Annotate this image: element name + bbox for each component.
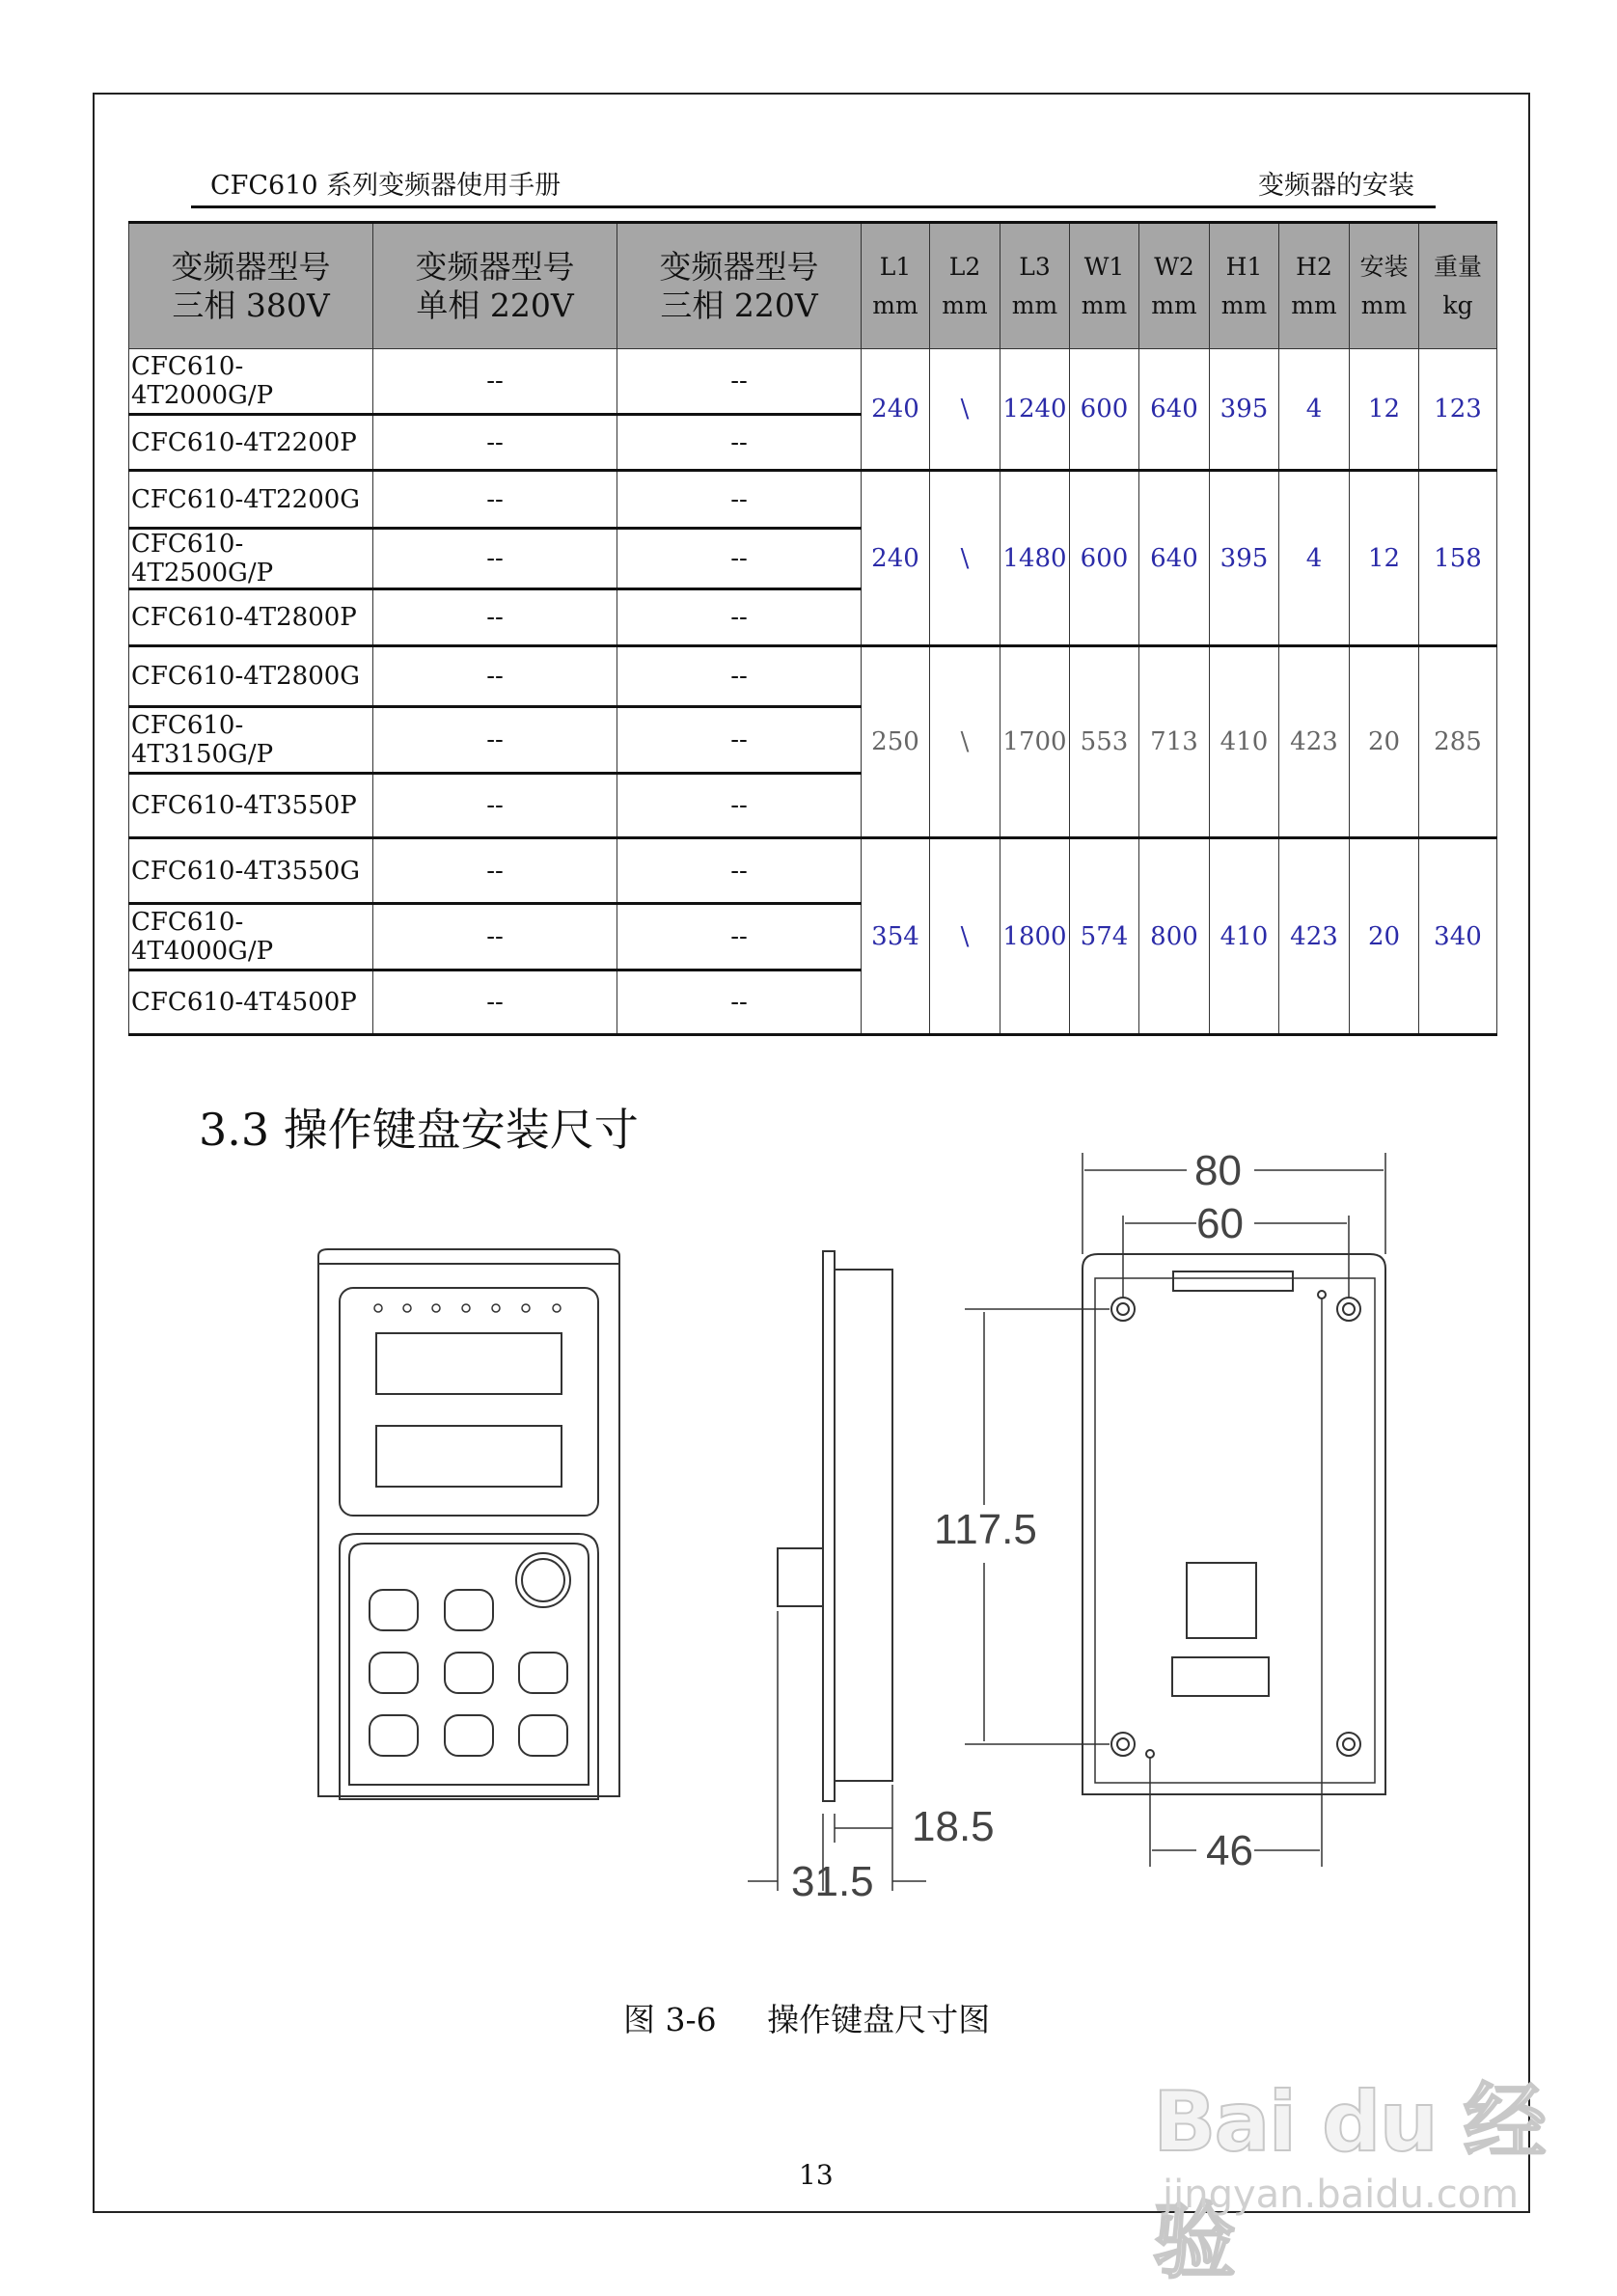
dimension-value: 20 [1350, 646, 1419, 838]
column-header-title: 安装 [1359, 252, 1409, 281]
model-380v: CFC610-4T4500P [129, 970, 373, 1035]
baidu-watermark [1153, 2055, 1617, 2294]
display-window-bottom [376, 1426, 562, 1487]
dimension-value: 354 [862, 838, 930, 1035]
dimension-value: \ [930, 349, 1000, 471]
dimension-value: 340 [1419, 838, 1497, 1035]
dimension-value: 423 [1279, 838, 1350, 1035]
model-380v: CFC610-4T2800G [129, 646, 373, 707]
column-header-title: 重量 [1433, 252, 1482, 281]
display-window-top [376, 1333, 562, 1394]
dimension-value: 12 [1350, 349, 1419, 471]
model-three-220v: -- [617, 838, 862, 904]
keypad-buttons [370, 1590, 567, 1756]
led-indicators [374, 1304, 561, 1312]
model-three-220v: -- [617, 774, 862, 838]
model-380v: CFC610-4T3150G/P [129, 707, 373, 774]
model-380v: CFC610-4T3550G [129, 838, 373, 904]
dimension-value: 600 [1070, 471, 1139, 646]
dimension-value: 395 [1210, 349, 1279, 471]
dimension-value: 574 [1070, 838, 1139, 1035]
column-header-unit: mm [942, 290, 988, 319]
dimension-value: 240 [862, 349, 930, 471]
column-header-title: W2 [1154, 252, 1194, 281]
column-header-unit: 单相 220V [416, 286, 574, 324]
potentiometer-knob [516, 1553, 570, 1607]
dim-depth-31-5: 31.5 [791, 1858, 874, 1905]
column-header-title: L3 [1019, 252, 1051, 281]
dimension-value: 410 [1210, 838, 1279, 1035]
model-three-220v: -- [617, 646, 862, 707]
dimension-value: 423 [1279, 646, 1350, 838]
dim-width-60: 60 [1196, 1200, 1244, 1247]
dimension-value: 600 [1070, 349, 1139, 471]
section-heading: 3.3 操作键盘安装尺寸 [199, 1104, 639, 1156]
column-header-unit: mm [1151, 290, 1197, 319]
watermark-url: jingyan.baidu.com [1163, 2173, 1520, 2217]
dimension-value: 410 [1210, 646, 1279, 838]
model-three-220v: -- [617, 529, 862, 589]
column-header-unit: mm [1081, 290, 1128, 319]
dim-height-117-5: 117.5 [934, 1506, 1037, 1553]
dimension-value: 800 [1139, 838, 1210, 1035]
column-header-title: H1 [1225, 252, 1263, 281]
dimension-value: 395 [1210, 471, 1279, 646]
dimension-value: 240 [862, 471, 930, 646]
model-single-220v: -- [373, 838, 617, 904]
dimension-value: 1800 [1000, 838, 1070, 1035]
model-single-220v: -- [373, 707, 617, 774]
dimension-value: \ [930, 838, 1000, 1035]
column-header-unit: mm [1220, 290, 1268, 319]
dim-width-46: 46 [1206, 1827, 1253, 1874]
watermark-logo: Bai du 经验 [1153, 2074, 1545, 2290]
dimension-value: 158 [1419, 471, 1497, 646]
column-header-title: 变频器型号 [171, 247, 331, 286]
column-header-title: H2 [1296, 252, 1332, 281]
column-header-unit: mm [872, 290, 918, 319]
model-three-220v: -- [617, 904, 862, 970]
column-header-unit: kg [1442, 290, 1473, 319]
dimension-value: 20 [1350, 838, 1419, 1035]
header-manual-title: CFC610 系列变频器使用手册 [210, 171, 562, 201]
model-380v: CFC610-4T3550P [129, 774, 373, 838]
keypad-back-view [1083, 1254, 1385, 1794]
dimension-value: 285 [1419, 646, 1497, 838]
model-single-220v: -- [373, 589, 617, 646]
model-three-220v: -- [617, 415, 862, 471]
dimension-value: 640 [1139, 471, 1210, 646]
connector-port [1187, 1563, 1256, 1638]
model-single-220v: -- [373, 904, 617, 970]
model-single-220v: -- [373, 349, 617, 415]
model-380v: CFC610-4T2800P [129, 589, 373, 646]
dimension-value: 640 [1139, 349, 1210, 471]
dimension-value: 4 [1279, 471, 1350, 646]
model-380v: CFC610-4T2200G [129, 471, 373, 529]
column-header-unit: mm [1291, 290, 1337, 319]
dim-width-80: 80 [1194, 1147, 1242, 1194]
dimension-value: 12 [1350, 471, 1419, 646]
model-380v: CFC610-4T2200P [129, 415, 373, 471]
model-single-220v: -- [373, 415, 617, 471]
dimension-value: 4 [1279, 349, 1350, 471]
figure-caption: 图 3-6 操作键盘尺寸图 [623, 2001, 991, 2038]
model-single-220v: -- [373, 970, 617, 1035]
column-header-title: L1 [879, 252, 912, 281]
dimension-value: 553 [1070, 646, 1139, 838]
dimension-value: 1480 [1000, 471, 1070, 646]
dimension-value: 123 [1419, 349, 1497, 471]
dimension-value: 1700 [1000, 646, 1070, 838]
column-header-unit: 三相 380V [172, 286, 330, 324]
dimension-value: \ [930, 646, 1000, 838]
column-header-unit: 三相 220V [660, 286, 818, 324]
dim-depth-18-5: 18.5 [912, 1803, 995, 1850]
model-380v: CFC610-4T2500G/P [129, 529, 373, 589]
dimension-value: \ [930, 471, 1000, 646]
model-380v: CFC610-4T4000G/P [129, 904, 373, 970]
model-single-220v: -- [373, 529, 617, 589]
keypad-front-view [318, 1249, 619, 1799]
dimension-value: 250 [862, 646, 930, 838]
dimension-value: 1240 [1000, 349, 1070, 471]
model-three-220v: -- [617, 349, 862, 415]
column-header-title: L2 [948, 252, 981, 281]
model-three-220v: -- [617, 589, 862, 646]
column-header-unit: mm [1011, 290, 1058, 319]
model-three-220v: -- [617, 707, 862, 774]
page-number: 13 [799, 2159, 834, 2191]
column-header-title: W1 [1083, 252, 1125, 281]
column-header-title: 变频器型号 [659, 247, 819, 286]
column-header-title: 变频器型号 [415, 247, 575, 286]
model-three-220v: -- [617, 970, 862, 1035]
model-single-220v: -- [373, 774, 617, 838]
model-single-220v: -- [373, 646, 617, 707]
column-header-unit: mm [1360, 290, 1408, 319]
model-three-220v: -- [617, 471, 862, 529]
model-single-220v: -- [373, 471, 617, 529]
dimension-value: 713 [1139, 646, 1210, 838]
keypad-side-view [748, 1251, 926, 1891]
model-380v: CFC610-4T2000G/P [129, 349, 373, 415]
header-chapter-title: 变频器的安装 [1258, 171, 1414, 201]
